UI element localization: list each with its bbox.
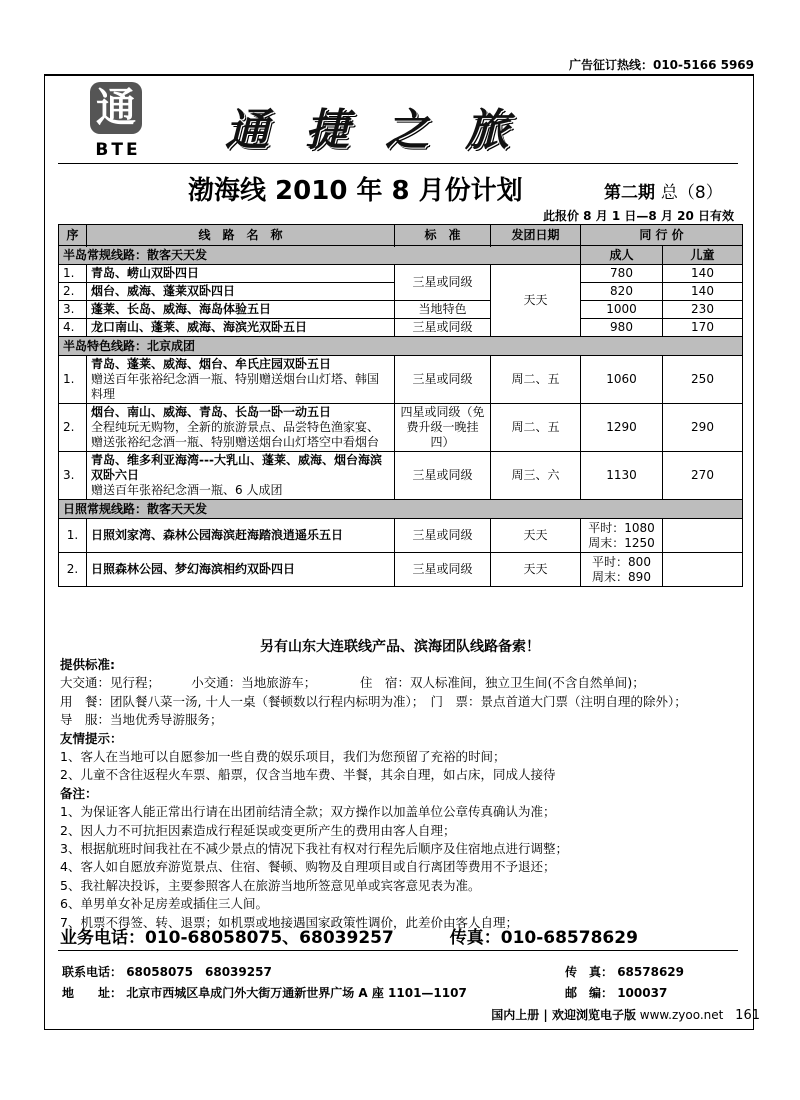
info-section (60, 656, 750, 932)
footer-label: 国内上册 | 欢迎浏览电子版 (491, 1008, 636, 1022)
route-cell (87, 404, 395, 452)
route-note: 赠送百年张裕纪念酒一瓶、6 人成团 (91, 483, 283, 497)
route-price-table (58, 224, 743, 587)
header-price: 同 行 价 (581, 225, 743, 246)
service-title: 提供标准: (60, 657, 115, 672)
row-no: 2. (59, 553, 87, 587)
price-child: 170 (663, 319, 743, 337)
route-name: 龙口南山、蓬莱、威海、海滨光双卧五日 (87, 319, 395, 337)
table-row (59, 319, 743, 337)
header-route: 线 路 名 称 (87, 225, 395, 246)
route-name: 蓬莱、长岛、威海、海岛体验五日 (87, 301, 395, 319)
route-name: 青岛、蓬莱、威海、烟台、牟氏庄园双卧五日 (91, 357, 332, 371)
remark-item: 7、机票不得签、转、退票；如机票或地接遇国家政策性调价，此差价由客人自理； (60, 914, 518, 930)
route-name: 日照森林公园、梦幻海滨相约双卧四日 (87, 553, 395, 587)
route-date: 周二、五 (491, 404, 581, 452)
route-standard: 三星或同级 (395, 319, 491, 337)
route-name: 青岛、崂山双卧四日 (87, 265, 395, 283)
footer-url[interactable]: www.zyoo.net (639, 1008, 724, 1022)
route-standard: 三星或同级 (395, 519, 491, 553)
price-adult-cell (581, 519, 663, 553)
route-date: 周二、五 (491, 356, 581, 404)
row-no: 2. (59, 404, 87, 452)
price-child: 270 (663, 452, 743, 500)
route-standard: 三星或同级 (395, 553, 491, 587)
table-row (59, 404, 743, 452)
contact-fax-line (565, 962, 684, 983)
business-phone: 业务电话：010-68058075、68039257 (60, 928, 394, 948)
page-number: 161 (735, 1008, 760, 1023)
row-no: 1. (59, 265, 87, 283)
page-title: 渤海线 2010 年 8 月份计划 (188, 176, 523, 206)
contact-zip-line (565, 983, 684, 1004)
table-row (59, 301, 743, 319)
price-adult: 1130 (581, 452, 663, 500)
service-line: 导 服：当地优秀导游服务； (60, 712, 223, 728)
footer-divider (58, 950, 738, 951)
header-departure: 发团日期 (491, 225, 581, 246)
route-date: 天天 (491, 519, 581, 553)
row-no: 3. (59, 452, 87, 500)
price-child: 250 (663, 356, 743, 404)
table-row (59, 519, 743, 553)
price-adult: 780 (581, 265, 663, 283)
price-weekday: 平时：800 (592, 554, 651, 569)
route-standard: 三星或同级 (395, 265, 491, 301)
brand-title: 通捷之旅 (225, 105, 545, 156)
validity-note: 此报价 8 月 1 日—8 月 20 日有效 (543, 209, 734, 223)
page-footer (491, 1006, 760, 1023)
header-standard: 标 准 (395, 225, 491, 246)
price-adult: 1290 (581, 404, 663, 452)
price-child: 230 (663, 301, 743, 319)
route-standard: 三星或同级 (395, 356, 491, 404)
business-contact (60, 923, 638, 948)
row-no: 4. (59, 319, 87, 337)
remark-item: 5、我社解决投诉，主要参照客人在旅游当地所签意见单或宾客意见表为准。 (60, 877, 481, 893)
issue-label (604, 178, 723, 203)
row-no: 1. (59, 519, 87, 553)
row-no: 1. (59, 356, 87, 404)
price-adult: 1000 (581, 301, 663, 319)
price-adult-cell (581, 553, 663, 587)
route-standard: 当地特色 (395, 301, 491, 319)
table-row (59, 265, 743, 283)
remark-item: 2、因人力不可抗拒因素造成行程延误或变更所产生的费用由客人自理； (60, 822, 456, 838)
fax-value: 68578629 (617, 965, 684, 979)
ad-hotline: 广告征订热线：010-5166 5969 (568, 58, 754, 72)
address-label: 地 址： (62, 986, 123, 1000)
contact-address-line (62, 983, 467, 1004)
header-child: 儿童 (663, 246, 743, 265)
zip-label: 邮 编： (565, 986, 614, 1000)
price-child (663, 519, 743, 553)
contact-block-right (565, 962, 684, 1004)
route-cell (87, 356, 395, 404)
price-child: 140 (663, 283, 743, 301)
section-row (59, 337, 743, 356)
phone-value: 68058075 68039257 (126, 965, 272, 979)
tip-item: 2、儿童不含往返程火车票、船票，仅含当地车费、半餐，其余自理，如占床，同成人接待 (60, 767, 556, 783)
issue-total: 总（8） (660, 183, 723, 203)
zip-value: 100037 (617, 986, 668, 1000)
header-adult: 成人 (581, 246, 663, 265)
contact-phone-line (62, 962, 467, 983)
route-standard: 三星或同级 (395, 452, 491, 500)
row-no: 3. (59, 301, 87, 319)
issue-number: 第二期 (604, 183, 655, 203)
table-row (59, 356, 743, 404)
price-weekday: 平时：1080 (588, 520, 655, 535)
route-cell (87, 452, 395, 500)
remarks-title: 备注： (60, 785, 98, 801)
route-name: 日照刘家湾、森林公园海滨赶海踏浪逍遥乐五日 (87, 519, 395, 553)
header-divider (58, 163, 738, 164)
route-note: 全程纯玩无购物，全新的旅游景点、品尝特色渔家宴、赠送张裕纪念酒一瓶、特别赠送烟台山灯塔空中看烟台 (91, 420, 380, 449)
tips-title: 友情提示： (60, 730, 123, 746)
contact-block (62, 962, 467, 1004)
price-adult: 820 (581, 283, 663, 301)
route-name: 青岛、维多利亚海湾---大乳山、蓬莱、威海、烟台海滨双卧六日 (91, 453, 382, 482)
route-standard: 四星或同级（免费升级一晚挂四） (395, 404, 491, 452)
backup-note: 另有山东大连联线产品、滨海团队线路备索！ (260, 639, 540, 655)
remark-item: 4、客人如自愿放弃游览景点、住宿、餐顿、购物及自理项目或自行离团等费用不予退还； (60, 859, 556, 875)
service-line: 大交通：见行程； 小交通：当地旅游车； 住 宿：双人标准间，独立卫生间(不含自然单间)； (60, 675, 645, 691)
price-adult: 1060 (581, 356, 663, 404)
logo-text: BTE (95, 140, 141, 160)
business-fax: 传真：010-68578629 (449, 928, 638, 948)
price-child: 290 (663, 404, 743, 452)
section-row (59, 500, 743, 519)
section-title: 日照常规线路：散客天天发 (59, 500, 743, 519)
price-child: 140 (663, 265, 743, 283)
table-row (59, 553, 743, 587)
price-weekend: 周末：890 (592, 569, 651, 584)
section-row (59, 246, 743, 265)
route-name: 烟台、威海、蓬莱双卧四日 (87, 283, 395, 301)
route-date: 周三、六 (491, 452, 581, 500)
remark-item: 1、为保证客人能正常出行请在出团前结清全款；双方操作以加盖单位公章传真确认为准； (60, 804, 556, 820)
route-name: 烟台、南山、威海、青岛、长岛一卧一动五日 (91, 405, 332, 419)
route-date: 天天 (491, 265, 581, 337)
route-date: 天天 (491, 553, 581, 587)
section-title: 半岛特色线路：北京成团 (59, 337, 743, 356)
remark-item: 3、根据航班时间我社在不减少景点的情况下我社有权对行程先后顺序及住宿地点进行调整； (60, 841, 568, 857)
header-seq: 序 (59, 225, 87, 246)
table-row (59, 452, 743, 500)
bte-logo (88, 82, 148, 162)
route-note: 赠送百年张裕纪念酒一瓶、特别赠送烟台山灯塔、韩国料理 (91, 372, 380, 401)
price-adult: 980 (581, 319, 663, 337)
price-child (663, 553, 743, 587)
phone-label: 联系电话： (62, 965, 123, 979)
section-title: 半岛常规线路：散客天天发 (59, 246, 581, 265)
remark-item: 6、单男单女补足房差或插住三人间。 (60, 896, 268, 912)
row-no: 2. (59, 283, 87, 301)
fax-label: 传 真： (565, 965, 614, 979)
tip-item: 1、客人在当地可以自愿参加一些自费的娱乐项目，我们为您预留了充裕的时间； (60, 749, 506, 765)
logo-mark: 通 (90, 82, 142, 134)
price-weekend: 周末：1250 (588, 535, 655, 550)
address-value: 北京市西城区阜成门外大街万通新世界广场 A 座 1101—1107 (126, 986, 467, 1000)
table-header-row (59, 225, 743, 246)
service-line: 用 餐：团队餐八菜一汤, 十人一桌（餐顿数以行程内标明为准）； 门 票：景点首道大门票（注明自理的除外）； (60, 693, 687, 709)
